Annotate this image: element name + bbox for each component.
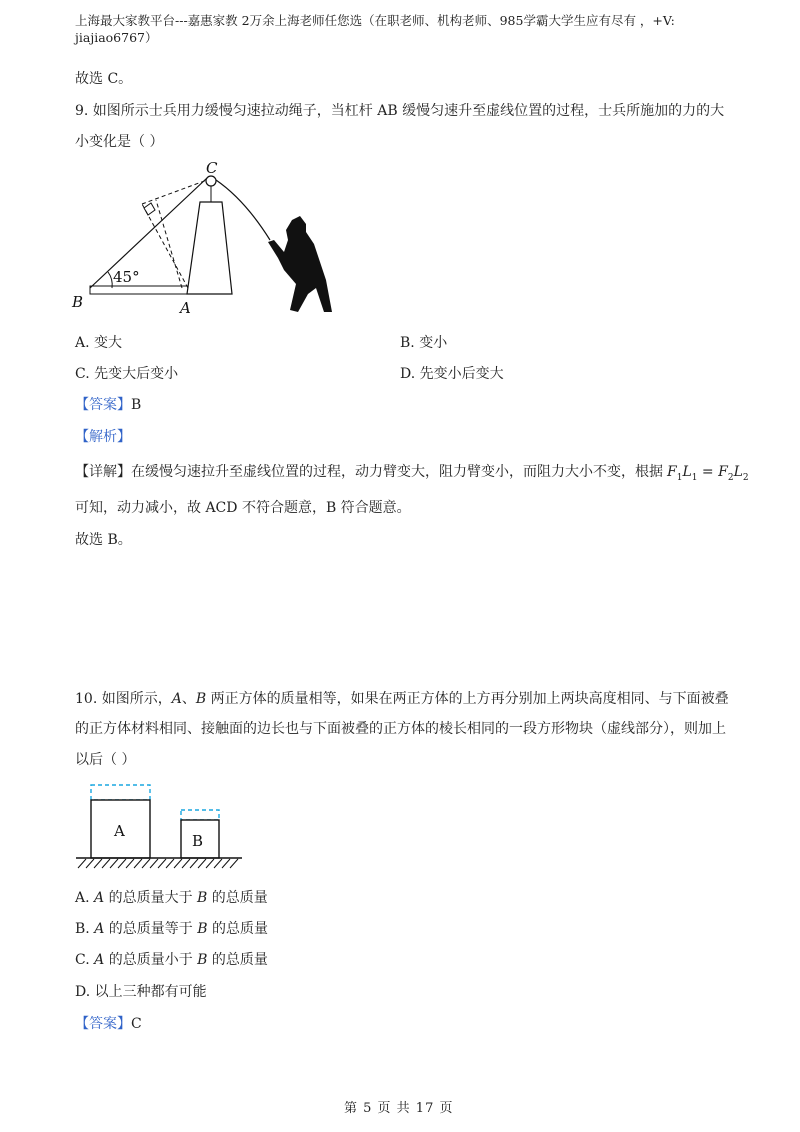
q9-option-c: C. 先变大后变小 — [75, 366, 179, 382]
q9-analysis-tag — [75, 426, 131, 446]
rope-b-to-c — [90, 178, 207, 288]
q10-answer-line — [75, 1013, 142, 1033]
formula-f2: F — [718, 464, 728, 480]
q10-opt-c-suffix: 的总质量 — [207, 952, 268, 968]
q9-conclusion: 故选 B。 — [75, 532, 132, 548]
q10-answer-value: C — [131, 1016, 142, 1032]
formula-l2-sub: 2 — [742, 472, 749, 483]
formula-f1-sub: 1 — [676, 472, 683, 483]
q10-opt-a-var-b: B — [197, 890, 208, 906]
q9-stem-line-2: 小变化是（ ） — [75, 134, 164, 150]
q10-opt-c-var-b: B — [197, 952, 208, 968]
q9-answer-tag: 【答案】 — [75, 397, 131, 413]
page-number-footer: 第 5 页 共 17 页 — [344, 1101, 454, 1116]
q9-detail-line-2: 可知，动力减小，故 ACD 不符合题意，B 符合题意。 — [75, 500, 411, 516]
q10-opt-b-mid: 的总质量等于 — [104, 921, 198, 937]
q10-opt-a-suffix: 的总质量 — [207, 890, 268, 906]
q10-stem-line-1 — [75, 688, 729, 708]
q10-opt-a-mid: 的总质量大于 — [104, 890, 198, 906]
q10-opt-b-var-b: B — [197, 921, 208, 937]
q9-detail-tag: 【详解】 — [75, 464, 131, 480]
q10-opt-c-prefix: C. — [75, 952, 95, 968]
dashed-block-b — [181, 810, 219, 820]
q10-opt-a-var-a: A — [94, 890, 105, 906]
q10-opt-b-prefix: B. — [75, 921, 95, 937]
q10-option-c — [75, 949, 268, 969]
q9-analysis-tag-text: 【解析】 — [75, 429, 131, 445]
formula-equals: = — [697, 464, 719, 480]
q10-stem-line-2: 的正方体材料相同、接触面的边长也与下面被叠的正方体的棱长相同的一段方形物块（虚线部分），则加上 — [75, 721, 726, 737]
q9-answer-value: B — [131, 397, 142, 413]
q10-opt-a-prefix: A. — [75, 890, 95, 906]
q9-formula — [667, 464, 749, 483]
q10-option-d: D. 以上三种都有可能 — [75, 984, 207, 1000]
formula-l1: L — [682, 464, 692, 480]
cube-a-label: A — [114, 822, 125, 840]
dashed-block-a — [91, 785, 150, 800]
formula-l2: L — [733, 464, 743, 480]
q10-var-a: A — [171, 691, 182, 707]
lever-beam-ab — [90, 286, 190, 294]
q10-option-b — [75, 918, 268, 938]
label-a: A — [180, 299, 191, 317]
q9-detail-text: 在缓慢匀速拉升至虚线位置的过程，动力臂变大，阻力臂变小，而阻力大小不变，根据 — [131, 464, 663, 480]
pulley-circle — [206, 176, 216, 186]
q10-option-a — [75, 887, 268, 907]
q10-opt-c-var-a: A — [94, 952, 105, 968]
header-line-1: 上海最大家教平台---嘉惠家教 2万余上海老师任您选（在职老师、机构老师、985学霸大学生应有尽有 ，+V: — [75, 13, 675, 28]
formula-l1-sub: 1 — [691, 472, 698, 483]
label-angle: 45° — [113, 268, 140, 286]
cube-b-label: B — [192, 832, 204, 850]
q10-answer-tag: 【答案】 — [75, 1016, 131, 1032]
label-b: B — [72, 293, 84, 311]
ground-hatching — [78, 859, 238, 868]
q10-cubes-figure — [72, 782, 252, 872]
q10-var-b: B — [195, 691, 207, 707]
q9-option-b: B. 变小 — [400, 335, 448, 351]
q10-opt-b-var-a: A — [94, 921, 105, 937]
dashed-lever-line — [142, 204, 188, 288]
q9-detail-line-1 — [75, 461, 749, 483]
q10-stem-prefix: 10. 如图所示， — [75, 691, 172, 707]
pulley-post — [187, 202, 232, 294]
label-c: C — [206, 159, 218, 177]
q10-sep: 、 — [181, 691, 196, 707]
soldier-icon — [268, 216, 332, 312]
q10-opt-c-mid: 的总质量小于 — [104, 952, 198, 968]
q9-lever-figure — [70, 160, 340, 320]
right-angle-marker — [144, 203, 155, 215]
q10-opt-b-suffix: 的总质量 — [207, 921, 268, 937]
dashed-rope-line — [142, 180, 207, 204]
q9-option-d: D. 先变小后变大 — [400, 366, 504, 382]
header-line-2: jiajiao6767） — [75, 30, 158, 45]
q9-option-a: A. 变大 — [75, 335, 123, 351]
q10-stem-line-3: 以后（ ） — [75, 752, 136, 768]
previous-conclusion: 故选 C。 — [75, 71, 133, 87]
q9-stem-line-1: 9. 如图所示士兵用力缓慢匀速拉动绳子，当杠杆 AB 缓慢匀速升至虚线位置的过程，士兵所施加的力的大 — [75, 103, 725, 119]
formula-f2-sub: 2 — [727, 472, 734, 483]
formula-f1: F — [667, 464, 677, 480]
q9-answer-line — [75, 394, 141, 414]
q10-stem-suffix: 两正方体的质量相等，如果在两正方体的上方再分别加上两块高度相同、与下面被叠 — [206, 691, 729, 707]
